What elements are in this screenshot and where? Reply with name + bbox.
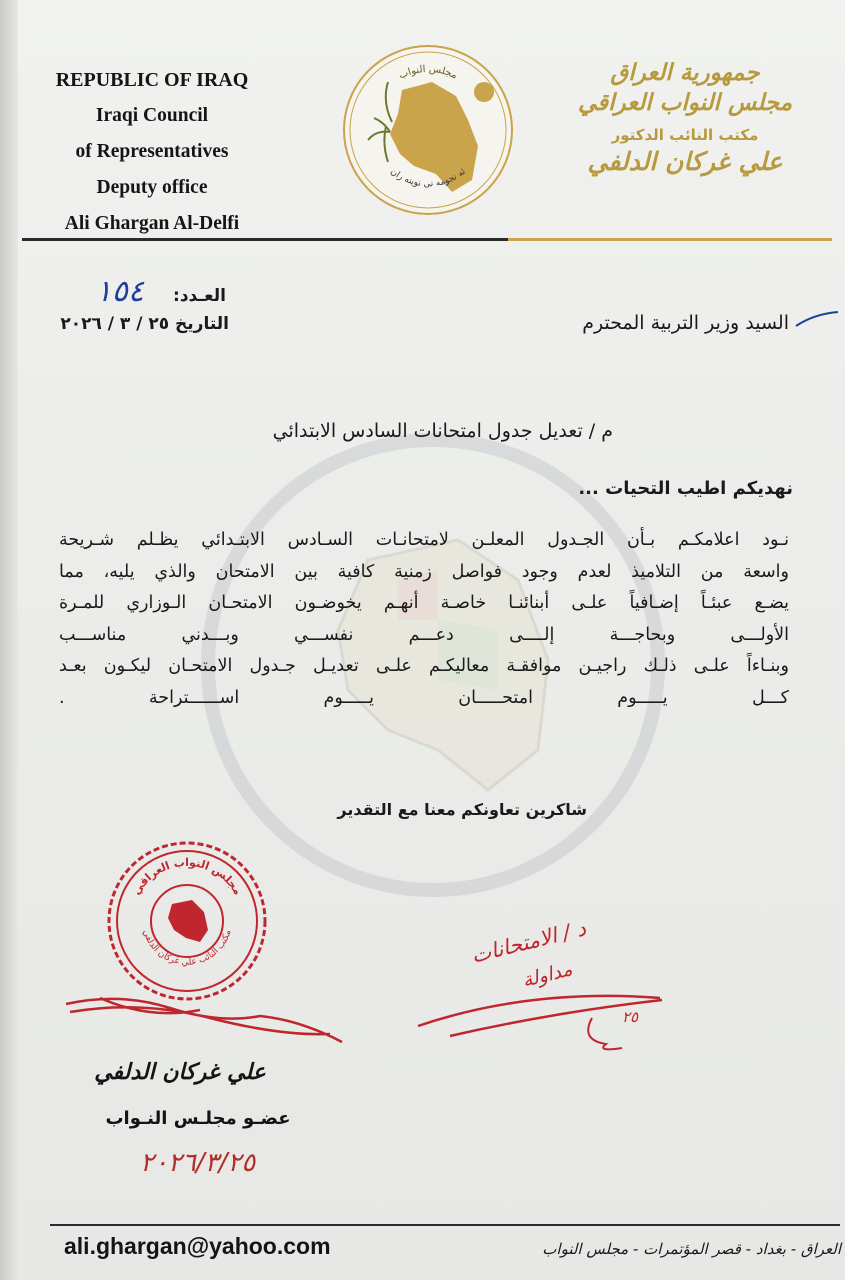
annotation-action: مداولة — [520, 958, 575, 992]
letter-body — [59, 525, 789, 714]
body-line: يضـع عبئـاً إضـافياً علـى أبنائنـا خاصـة أنهـم يخوضـون الامتحـان الـوزاري للمـرة — [59, 593, 789, 613]
en-line-representatives: of Representatives — [75, 141, 229, 162]
recipient-line: السيد وزير التربية المحترم — [582, 312, 789, 334]
seal-inner-text: مكتب النائب علي غركان الدلفي — [140, 928, 234, 968]
signatory-title: عضـو مجلـس النـواب — [105, 1108, 291, 1129]
ar-line-office: مكتب النائب الدكتور — [611, 126, 759, 144]
number-value: ١٥٤ — [95, 274, 144, 309]
en-line-council: Iraqi Council — [95, 105, 209, 126]
signature-date: ٢٠٢٦/٣/٢٥ — [140, 1148, 256, 1178]
ar-line-council: مجلس النواب العراقي — [577, 90, 793, 116]
body-line: كـــل يـــــوم امتحـــــان يـــــوم اســــــتراحة . — [59, 687, 789, 708]
reference-date — [24, 314, 229, 344]
en-line-office: Deputy office — [96, 177, 208, 198]
greeting-line: نهديكم اطيب التحيات ... — [578, 478, 793, 499]
body-line: الأولـــى وبحاجـــة إلــــى دعـــم نفســـي وبـــدني مناســـب — [59, 624, 789, 645]
en-line-deputy-name: Ali Ghargan Al-Delfi — [64, 213, 240, 234]
closing-line: شاكرين تعاونكم معنا مع التقدير — [337, 800, 587, 819]
arabic-letterhead — [555, 58, 815, 178]
body-line: وبنـاءاً علـى ذلـك راجيـن موافقـة معاليكـم علـى تعديـل جـدول الامتحـان ليكـون بعـد — [59, 656, 789, 676]
number-label: العـدد: — [173, 286, 226, 306]
pen-stroke-icon — [794, 308, 840, 330]
annotation-department: د / الامتحانات — [468, 916, 589, 968]
date-value: ٢٥ / ٣ / ٢٠٢٦ — [60, 314, 170, 334]
en-line-country: REPUBLIC OF IRAQ — [55, 69, 249, 91]
date-label: التاريخ — [175, 314, 229, 334]
reference-number — [36, 274, 226, 318]
svg-text:مجلس النواب العراقي — [130, 856, 245, 897]
logo-top-text: مجلس النواب — [397, 63, 459, 82]
footer-divider — [50, 1224, 840, 1226]
official-seal — [104, 838, 270, 1004]
signatory-name: علي غركان الدلفي — [94, 1060, 266, 1085]
handwritten-signature — [60, 990, 350, 1050]
ar-line-country: جمهورية العراق — [610, 60, 760, 86]
english-letterhead — [22, 62, 282, 242]
handwritten-annotation — [410, 918, 670, 1058]
subject-line: م / تعديل جدول امتحانات السادس الابتدائي — [272, 420, 613, 442]
footer-email[interactable]: ali.ghargan@yahoo.com — [64, 1233, 331, 1259]
seal-outer-text: مجلس النواب العراقي — [129, 855, 245, 898]
ar-line-deputy-name: علي غركان الدلفي — [587, 147, 783, 176]
footer-address: العراق - بغداد - قصر المؤتمرات - مجلس النواب — [542, 1240, 841, 1258]
sun-icon — [474, 82, 494, 102]
header-divider — [22, 238, 832, 241]
annotation-date: ٢٥ — [622, 1008, 639, 1026]
logo-bottom-text: ئه نجومه نی نوینه ران — [388, 166, 468, 190]
council-logo — [340, 42, 516, 218]
body-line: نـود اعلامكـم بـأن الجـدول المعلـن لامتحانـات السـادس الابتـدائي يظـلم شـريحة — [59, 530, 789, 550]
body-line: واسعة من التلاميذ لعدم وجود فواصل زمنية كافية بين الامتحان والذي يليه، مما — [59, 561, 789, 582]
